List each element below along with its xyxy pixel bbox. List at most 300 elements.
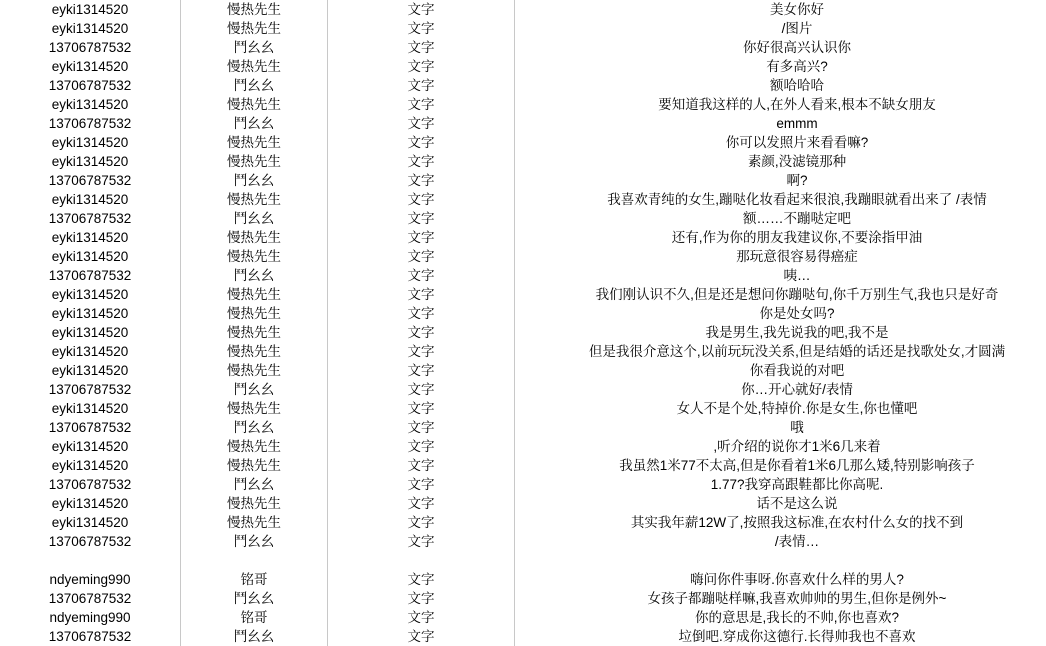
cell-message[interactable]: [515, 627, 1046, 646]
cell-account[interactable]: [0, 76, 181, 95]
cell-type[interactable]: [328, 228, 515, 247]
cell-message[interactable]: [515, 266, 1046, 285]
cell-text-account: eyki1314520: [4, 0, 176, 19]
cell-type[interactable]: [328, 76, 515, 95]
cell-nickname[interactable]: [181, 57, 328, 76]
cell-text-account: eyki1314520: [4, 19, 176, 38]
cell-account[interactable]: [0, 361, 181, 380]
cell-text-nickname: 铭哥: [185, 608, 323, 627]
cell-type[interactable]: [328, 57, 515, 76]
cell-text-nickname: 鬥幺幺: [185, 627, 323, 646]
cell-account[interactable]: [0, 608, 181, 627]
cell-text-nickname: 鬥幺幺: [185, 171, 323, 190]
cell-text-account: 13706787532: [4, 380, 176, 399]
cell-text-nickname: 鬥幺幺: [185, 532, 323, 551]
cell-type[interactable]: [328, 513, 515, 532]
table-row[interactable]: [0, 399, 1046, 418]
cell-text-nickname: 慢热先生: [185, 57, 323, 76]
cell-type[interactable]: [328, 323, 515, 342]
cell-text-nickname: 鬥幺幺: [185, 76, 323, 95]
cell-text-type: 文字: [332, 627, 510, 646]
cell-text-type: 文字: [332, 266, 510, 285]
table-row[interactable]: [0, 114, 1046, 133]
cell-text-account: 13706787532: [4, 171, 176, 190]
cell-text-message: 但是我很介意这个,以前玩玩没关系,但是结婚的话还是找歌处女,才圆满: [519, 342, 1046, 361]
cell-text-type: 文字: [332, 456, 510, 475]
cell-text-type: 文字: [332, 19, 510, 38]
cell-type[interactable]: [328, 532, 515, 551]
cell-text-nickname: 鬥幺幺: [185, 38, 323, 57]
cell-text-type: 文字: [332, 494, 510, 513]
cell-text-nickname: 慢热先生: [185, 513, 323, 532]
cell-type[interactable]: [328, 437, 515, 456]
cell-nickname[interactable]: [181, 114, 328, 133]
table-row-blank[interactable]: [0, 551, 1046, 570]
cell-text-account: eyki1314520: [4, 57, 176, 76]
cell-nickname[interactable]: [181, 342, 328, 361]
table-row[interactable]: [0, 513, 1046, 532]
cell-message[interactable]: [515, 570, 1046, 589]
cell-nickname[interactable]: [181, 570, 328, 589]
cell-text-account: eyki1314520: [4, 323, 176, 342]
cell-nickname[interactable]: [181, 513, 328, 532]
cell-nickname[interactable]: [181, 0, 328, 19]
cell-text-account: 13706787532: [4, 589, 176, 608]
cell-type[interactable]: [328, 304, 515, 323]
cell-text-message: 素颜,没滤镜那种: [519, 152, 1046, 171]
table-row[interactable]: [0, 285, 1046, 304]
cell-message[interactable]: [515, 399, 1046, 418]
cell-text-type: 文字: [332, 304, 510, 323]
cell-text-account: 13706787532: [4, 38, 176, 57]
cell-text-account: 13706787532: [4, 266, 176, 285]
cell-text-type: 文字: [332, 133, 510, 152]
cell-message[interactable]: [515, 190, 1046, 209]
cell-nickname[interactable]: [181, 209, 328, 228]
table-row[interactable]: [0, 589, 1046, 608]
table-row[interactable]: [0, 342, 1046, 361]
cell-text-type: 文字: [332, 0, 510, 19]
cell-text-type: 文字: [332, 285, 510, 304]
table-row[interactable]: [0, 19, 1046, 38]
cell-text-nickname: 鬥幺幺: [185, 209, 323, 228]
cell-message[interactable]: [515, 589, 1046, 608]
table-row[interactable]: [0, 456, 1046, 475]
cell-text-nickname: 慢热先生: [185, 152, 323, 171]
cell-text-nickname: 慢热先生: [185, 304, 323, 323]
cell-text-account: eyki1314520: [4, 456, 176, 475]
cell-type[interactable]: [328, 247, 515, 266]
cell-message[interactable]: [515, 532, 1046, 551]
cell-text-message: 你…开心就好/表情: [519, 380, 1046, 399]
cell-account[interactable]: [0, 57, 181, 76]
table-row[interactable]: [0, 627, 1046, 646]
cell-message[interactable]: [515, 0, 1046, 19]
cell-nickname[interactable]: [181, 152, 328, 171]
table-row[interactable]: [0, 323, 1046, 342]
cell-text-type: 文字: [332, 95, 510, 114]
cell-text-nickname: 铭哥: [185, 570, 323, 589]
cell-type[interactable]: [328, 114, 515, 133]
cell-text-message: 那玩意很容易得癌症: [519, 247, 1046, 266]
cell-message[interactable]: [515, 494, 1046, 513]
table-row[interactable]: [0, 171, 1046, 190]
cell-text-nickname: 慢热先生: [185, 0, 323, 19]
cell-account[interactable]: [0, 532, 181, 551]
cell-text-nickname: 慢热先生: [185, 190, 323, 209]
cell-account[interactable]: [0, 38, 181, 57]
cell-account[interactable]: [0, 209, 181, 228]
cell-nickname[interactable]: [181, 532, 328, 551]
cell-text-message: 要知道我这样的人,在外人看来,根本不缺女朋友: [519, 95, 1046, 114]
cell-account[interactable]: [0, 570, 181, 589]
cell-text-nickname: 鬥幺幺: [185, 589, 323, 608]
cell-text-account: 13706787532: [4, 532, 176, 551]
cell-text-nickname: 鬥幺幺: [185, 380, 323, 399]
cell-text-type: 文字: [332, 76, 510, 95]
cell-message[interactable]: [515, 95, 1046, 114]
cell-type[interactable]: [328, 171, 515, 190]
table-row[interactable]: [0, 418, 1046, 437]
table-row[interactable]: [0, 304, 1046, 323]
cell-text-type: 文字: [332, 190, 510, 209]
table-row[interactable]: [0, 608, 1046, 627]
cell-text-type: 文字: [332, 171, 510, 190]
cell-type[interactable]: [328, 133, 515, 152]
cell-type[interactable]: [328, 475, 515, 494]
cell-text-type: 文字: [332, 513, 510, 532]
cell-type[interactable]: [328, 456, 515, 475]
cell-text-account: eyki1314520: [4, 190, 176, 209]
cell-text-account: eyki1314520: [4, 399, 176, 418]
cell-account[interactable]: [0, 285, 181, 304]
cell-message[interactable]: [515, 114, 1046, 133]
cell-message[interactable]: [515, 19, 1046, 38]
cell-text-account: 13706787532: [4, 475, 176, 494]
table-row[interactable]: [0, 437, 1046, 456]
table-row[interactable]: [0, 95, 1046, 114]
cell-text-account: eyki1314520: [4, 437, 176, 456]
cell-text-type: 文字: [332, 380, 510, 399]
cell-text-nickname: 慢热先生: [185, 456, 323, 475]
table-row[interactable]: [0, 190, 1046, 209]
cell-text-message: 垃倒吧.穿成你这德行.长得帅我也不喜欢: [519, 627, 1046, 646]
cell-text-nickname: 慢热先生: [185, 323, 323, 342]
cell-text-account: eyki1314520: [4, 494, 176, 513]
cell-nickname[interactable]: [181, 19, 328, 38]
cell-text-nickname: 慢热先生: [185, 95, 323, 114]
cell-account[interactable]: [0, 494, 181, 513]
cell-type[interactable]: [328, 380, 515, 399]
cell-text-account: eyki1314520: [4, 95, 176, 114]
cell-text-type: 文字: [332, 589, 510, 608]
cell-nickname[interactable]: [181, 551, 328, 570]
cell-type[interactable]: [328, 608, 515, 627]
cell-text-account: eyki1314520: [4, 247, 176, 266]
cell-message[interactable]: [515, 304, 1046, 323]
cell-account[interactable]: [0, 19, 181, 38]
cell-text-type: 文字: [332, 57, 510, 76]
cell-text-account: 13706787532: [4, 76, 176, 95]
cell-account[interactable]: [0, 627, 181, 646]
cell-account[interactable]: [0, 551, 181, 570]
cell-nickname[interactable]: [181, 171, 328, 190]
cell-text-type: 文字: [332, 342, 510, 361]
cell-account[interactable]: [0, 133, 181, 152]
cell-text-account: 13706787532: [4, 114, 176, 133]
table-row[interactable]: [0, 228, 1046, 247]
cell-nickname[interactable]: [181, 475, 328, 494]
cell-type[interactable]: [328, 190, 515, 209]
cell-text-nickname: 慢热先生: [185, 133, 323, 152]
cell-text-nickname: 慢热先生: [185, 228, 323, 247]
cell-message[interactable]: [515, 76, 1046, 95]
cell-nickname[interactable]: [181, 418, 328, 437]
table-row[interactable]: [0, 380, 1046, 399]
cell-text-message: 有多高兴?: [519, 57, 1046, 76]
cell-text-account: eyki1314520: [4, 304, 176, 323]
cell-text-type: 文字: [332, 228, 510, 247]
cell-text-nickname: 慢热先生: [185, 342, 323, 361]
cell-message[interactable]: [515, 437, 1046, 456]
cell-message[interactable]: [515, 133, 1046, 152]
cell-text-nickname: 鬥幺幺: [185, 418, 323, 437]
table-row[interactable]: [0, 209, 1046, 228]
cell-account[interactable]: [0, 152, 181, 171]
cell-message[interactable]: [515, 247, 1046, 266]
cell-message[interactable]: [515, 209, 1046, 228]
cell-message[interactable]: [515, 152, 1046, 171]
cell-message[interactable]: [515, 171, 1046, 190]
cell-text-account: eyki1314520: [4, 152, 176, 171]
cell-account[interactable]: [0, 456, 181, 475]
cell-text-message: 其实我年薪12W了,按照我这标准,在农村什么女的找不到: [519, 513, 1046, 532]
cell-nickname[interactable]: [181, 266, 328, 285]
cell-message[interactable]: [515, 475, 1046, 494]
cell-text-message: 你的意思是,我长的不帅,你也喜欢?: [519, 608, 1046, 627]
cell-message[interactable]: [515, 418, 1046, 437]
table-row[interactable]: [0, 570, 1046, 589]
cell-text-message: ,听介绍的说你才1米6几来着: [519, 437, 1046, 456]
cell-nickname[interactable]: [181, 190, 328, 209]
cell-text-type: 文字: [332, 608, 510, 627]
cell-account[interactable]: [0, 323, 181, 342]
table-row[interactable]: [0, 38, 1046, 57]
cell-text-account: eyki1314520: [4, 133, 176, 152]
cell-text-message: 你可以发照片来看看嘛?: [519, 133, 1046, 152]
cell-message[interactable]: [515, 380, 1046, 399]
cell-text-type: 文字: [332, 418, 510, 437]
cell-account[interactable]: [0, 399, 181, 418]
cell-text-nickname: 慢热先生: [185, 247, 323, 266]
cell-text-account: ndyeming990: [4, 570, 176, 589]
cell-message[interactable]: [515, 361, 1046, 380]
cell-type[interactable]: [328, 399, 515, 418]
cell-nickname[interactable]: [181, 323, 328, 342]
cell-text-message: 还有,作为你的朋友我建议你,不要涂指甲油: [519, 228, 1046, 247]
cell-text-message: 嗨问你件事呀.你喜欢什么样的男人?: [519, 570, 1046, 589]
cell-text-message: 你好很高兴认识你: [519, 38, 1046, 57]
cell-account[interactable]: [0, 114, 181, 133]
cell-text-account: eyki1314520: [4, 513, 176, 532]
cell-type[interactable]: [328, 38, 515, 57]
cell-type[interactable]: [328, 19, 515, 38]
cell-message[interactable]: [515, 285, 1046, 304]
cell-text-type: 文字: [332, 323, 510, 342]
cell-text-message: 我喜欢青纯的女生,蹦哒化妆看起来很浪,我蹦眼就看出来了 /表情: [519, 190, 1046, 209]
cell-text-nickname: 慢热先生: [185, 494, 323, 513]
cell-message[interactable]: [515, 38, 1046, 57]
cell-text-type: 文字: [332, 152, 510, 171]
cell-text-nickname: 慢热先生: [185, 19, 323, 38]
cell-text-message: 我虽然1米77不太高,但是你看着1米6几那么矮,特别影响孩子: [519, 456, 1046, 475]
cell-text-message: 咦…: [519, 266, 1046, 285]
table-row[interactable]: [0, 247, 1046, 266]
cell-nickname[interactable]: [181, 456, 328, 475]
cell-text-account: eyki1314520: [4, 342, 176, 361]
cell-account[interactable]: [0, 437, 181, 456]
cell-account[interactable]: [0, 380, 181, 399]
cell-nickname[interactable]: [181, 437, 328, 456]
table-row[interactable]: [0, 152, 1046, 171]
cell-text-message: 啊?: [519, 171, 1046, 190]
cell-nickname[interactable]: [181, 494, 328, 513]
cell-text-message: 女孩子都蹦哒样嘛,我喜欢帅帅的男生,但你是例外~: [519, 589, 1046, 608]
cell-text-message: 话不是这么说: [519, 494, 1046, 513]
table-row[interactable]: [0, 57, 1046, 76]
cell-message[interactable]: [515, 608, 1046, 627]
cell-text-message: /表情…: [519, 532, 1046, 551]
table-row[interactable]: [0, 133, 1046, 152]
cell-nickname[interactable]: [181, 399, 328, 418]
table-row[interactable]: [0, 0, 1046, 19]
cell-text-account: eyki1314520: [4, 361, 176, 380]
cell-text-type: 文字: [332, 437, 510, 456]
cell-text-message: /图片: [519, 19, 1046, 38]
cell-nickname[interactable]: [181, 133, 328, 152]
cell-nickname[interactable]: [181, 285, 328, 304]
cell-text-type: 文字: [332, 399, 510, 418]
cell-text-nickname: 鬥幺幺: [185, 266, 323, 285]
table-row[interactable]: [0, 494, 1046, 513]
cell-account[interactable]: [0, 304, 181, 323]
cell-text-nickname: 慢热先生: [185, 399, 323, 418]
cell-text-type: 文字: [332, 570, 510, 589]
cell-type[interactable]: [328, 589, 515, 608]
cell-nickname[interactable]: [181, 228, 328, 247]
cell-text-message: 女人不是个处,特掉价.你是女生,你也懂吧: [519, 399, 1046, 418]
cell-text-message: 你看我说的对吧: [519, 361, 1046, 380]
cell-nickname[interactable]: [181, 247, 328, 266]
table-row[interactable]: [0, 475, 1046, 494]
cell-message[interactable]: [515, 228, 1046, 247]
cell-nickname[interactable]: [181, 608, 328, 627]
cell-text-message: emmm: [519, 114, 1046, 133]
cell-nickname[interactable]: [181, 627, 328, 646]
cell-account[interactable]: [0, 171, 181, 190]
cell-account[interactable]: [0, 418, 181, 437]
cell-type[interactable]: [328, 627, 515, 646]
cell-account[interactable]: [0, 95, 181, 114]
cell-text-nickname: 慢热先生: [185, 285, 323, 304]
cell-text-account: 13706787532: [4, 209, 176, 228]
cell-nickname[interactable]: [181, 38, 328, 57]
cell-account[interactable]: [0, 266, 181, 285]
cell-type[interactable]: [328, 418, 515, 437]
cell-message[interactable]: [515, 323, 1046, 342]
cell-text-type: 文字: [332, 475, 510, 494]
cell-type[interactable]: [328, 570, 515, 589]
cell-message[interactable]: [515, 513, 1046, 532]
cell-nickname[interactable]: [181, 95, 328, 114]
cell-text-message: 1.77?我穿高跟鞋都比你高呢.: [519, 475, 1046, 494]
cell-message[interactable]: [515, 342, 1046, 361]
cell-account[interactable]: [0, 589, 181, 608]
table-row[interactable]: [0, 361, 1046, 380]
cell-text-message: 额哈哈哈: [519, 76, 1046, 95]
cell-type[interactable]: [328, 209, 515, 228]
cell-account[interactable]: [0, 342, 181, 361]
cell-type[interactable]: [328, 266, 515, 285]
cell-text-nickname: 慢热先生: [185, 437, 323, 456]
cell-type[interactable]: [328, 361, 515, 380]
cell-type[interactable]: [328, 95, 515, 114]
cell-nickname[interactable]: [181, 304, 328, 323]
cell-type[interactable]: [328, 551, 515, 570]
cell-nickname[interactable]: [181, 589, 328, 608]
cell-type[interactable]: [328, 0, 515, 19]
cell-account[interactable]: [0, 228, 181, 247]
cell-nickname[interactable]: [181, 361, 328, 380]
cell-nickname[interactable]: [181, 380, 328, 399]
cell-text-type: 文字: [332, 114, 510, 133]
cell-text-message: 美女你好: [519, 0, 1046, 19]
cell-text-type: 文字: [332, 247, 510, 266]
cell-message[interactable]: [515, 456, 1046, 475]
cell-type[interactable]: [328, 494, 515, 513]
cell-text-account: 13706787532: [4, 418, 176, 437]
cell-type[interactable]: [328, 285, 515, 304]
table-row[interactable]: [0, 76, 1046, 95]
cell-type[interactable]: [328, 342, 515, 361]
cell-nickname[interactable]: [181, 76, 328, 95]
table-row[interactable]: [0, 266, 1046, 285]
cell-account[interactable]: [0, 475, 181, 494]
cell-account[interactable]: [0, 247, 181, 266]
table-row[interactable]: [0, 532, 1046, 551]
cell-text-account: 13706787532: [4, 627, 176, 646]
cell-account[interactable]: [0, 513, 181, 532]
cell-text-account: ndyeming990: [4, 608, 176, 627]
cell-account[interactable]: [0, 0, 181, 19]
cell-text-type: 文字: [332, 209, 510, 228]
cell-text-nickname: 鬥幺幺: [185, 475, 323, 494]
cell-text-type: 文字: [332, 38, 510, 57]
cell-text-message: 我是男生,我先说我的吧,我不是: [519, 323, 1046, 342]
cell-text-message: 我们刚认识不久,但是还是想问你蹦哒句,你千万别生气,我也只是好奇: [519, 285, 1046, 304]
cell-text-message: 额……不蹦哒定吧: [519, 209, 1046, 228]
cell-text-account: eyki1314520: [4, 228, 176, 247]
cell-text-message: 你是处女吗?: [519, 304, 1046, 323]
cell-account[interactable]: [0, 190, 181, 209]
cell-type[interactable]: [328, 152, 515, 171]
cell-text-account: eyki1314520: [4, 285, 176, 304]
cell-message[interactable]: [515, 551, 1046, 570]
cell-text-type: 文字: [332, 532, 510, 551]
cell-message[interactable]: [515, 57, 1046, 76]
cell-text-nickname: 慢热先生: [185, 361, 323, 380]
cell-text-type: 文字: [332, 361, 510, 380]
